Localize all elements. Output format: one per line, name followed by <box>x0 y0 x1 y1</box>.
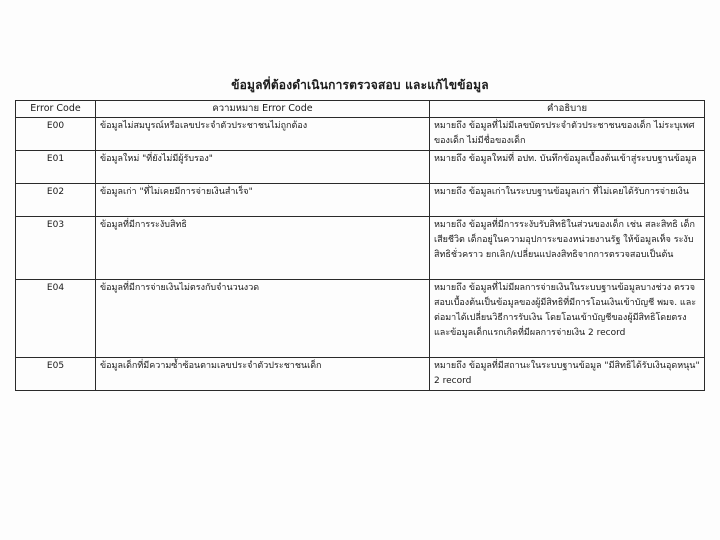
description-cell: หมายถึง ข้อมูลที่มีสถานะในระบบฐานข้อมูล "มีสิทธิได้รับเงินอุดหนุน" 2 record <box>430 358 705 391</box>
table-row <box>16 217 705 280</box>
error-code-cell: E05 <box>16 358 96 391</box>
header-error-code: Error Code <box>16 101 96 118</box>
meaning-cell: ข้อมูลที่มีการจ่ายเงินไม่ตรงกับจำนวนงวด <box>96 280 430 358</box>
meaning-cell: ข้อมูลไม่สมบูรณ์หรือเลขประจำตัวประชาชนไม่ถูกต้อง <box>96 118 430 151</box>
meaning-cell: ข้อมูลที่มีการระงับสิทธิ <box>96 217 430 280</box>
table-header-row <box>16 101 705 118</box>
description-cell: หมายถึง ข้อมูลเก่าในระบบฐานข้อมูลเก่า ที่ไม่เคยได้รับการจ่ายเงิน <box>430 184 705 217</box>
table-row <box>16 280 705 358</box>
description-cell: หมายถึง ข้อมูลที่ไม่มีผลการจ่ายเงินในระบบฐานข้อมูลบางช่วง ตรวจสอบเบื้องต้นเป็นข้อมูลของผู้มีสิทธิที่มีการโอนเงินเข้าบัญชี พมจ. และต่อมาได้เปลี่ยนวิธีการรับเงิน โดยโอนเข้าบัญชีของผู้มีสิทธิโดยตรง และข้อมูลเด็กแรกเกิดที่มีผลการจ่ายเงิน 2 record <box>430 280 705 358</box>
table-row <box>16 151 705 184</box>
meaning-cell: ข้อมูลใหม่ "ที่ยังไม่มีผู้รับรอง" <box>96 151 430 184</box>
description-cell: หมายถึง ข้อมูลที่ไม่มีเลขบัตรประจำตัวประชาชนของเด็ก ไม่ระบุเพศของเด็ก ไม่มีชื่อของเด็ก <box>430 118 705 151</box>
header-meaning: ความหมาย Error Code <box>96 101 430 118</box>
error-code-cell: E04 <box>16 280 96 358</box>
header-description: คำอธิบาย <box>430 101 705 118</box>
page-title: ข้อมูลที่ต้องดำเนินการตรวจสอบ และแก้ไขข้อมูล <box>231 78 489 92</box>
description-cell: หมายถึง ข้อมูลที่มีการระงับรับสิทธิในส่วนของเด็ก เช่น สละสิทธิ เด็กเสียชีวิต เด็กอยู่ในความอุปการะของหน่วยงานรัฐ ให้ข้อมูลเท็จ ระงับสิทธิชั่วคราว ยกเลิก/เปลี่ยนแปลงสิทธิจากการตรวจสอบเป็นต้น <box>430 217 705 280</box>
meaning-cell: ข้อมูลเก่า "ที่ไม่เคยมีการจ่ายเงินสำเร็จ" <box>96 184 430 217</box>
error-code-table <box>15 100 705 391</box>
table-row <box>16 358 705 391</box>
error-code-cell: E00 <box>16 118 96 151</box>
error-code-cell: E02 <box>16 184 96 217</box>
error-code-cell: E03 <box>16 217 96 280</box>
table-row <box>16 184 705 217</box>
meaning-cell: ข้อมูลเด็กที่มีความซ้ำซ้อนตามเลขประจำตัวประชาชนเด็ก <box>96 358 430 391</box>
error-code-cell: E01 <box>16 151 96 184</box>
description-cell: หมายถึง ข้อมูลใหม่ที่ อปท. บันทึกข้อมูลเบื้องต้นเข้าสู่ระบบฐานข้อมูล <box>430 151 705 184</box>
table-row <box>16 118 705 151</box>
